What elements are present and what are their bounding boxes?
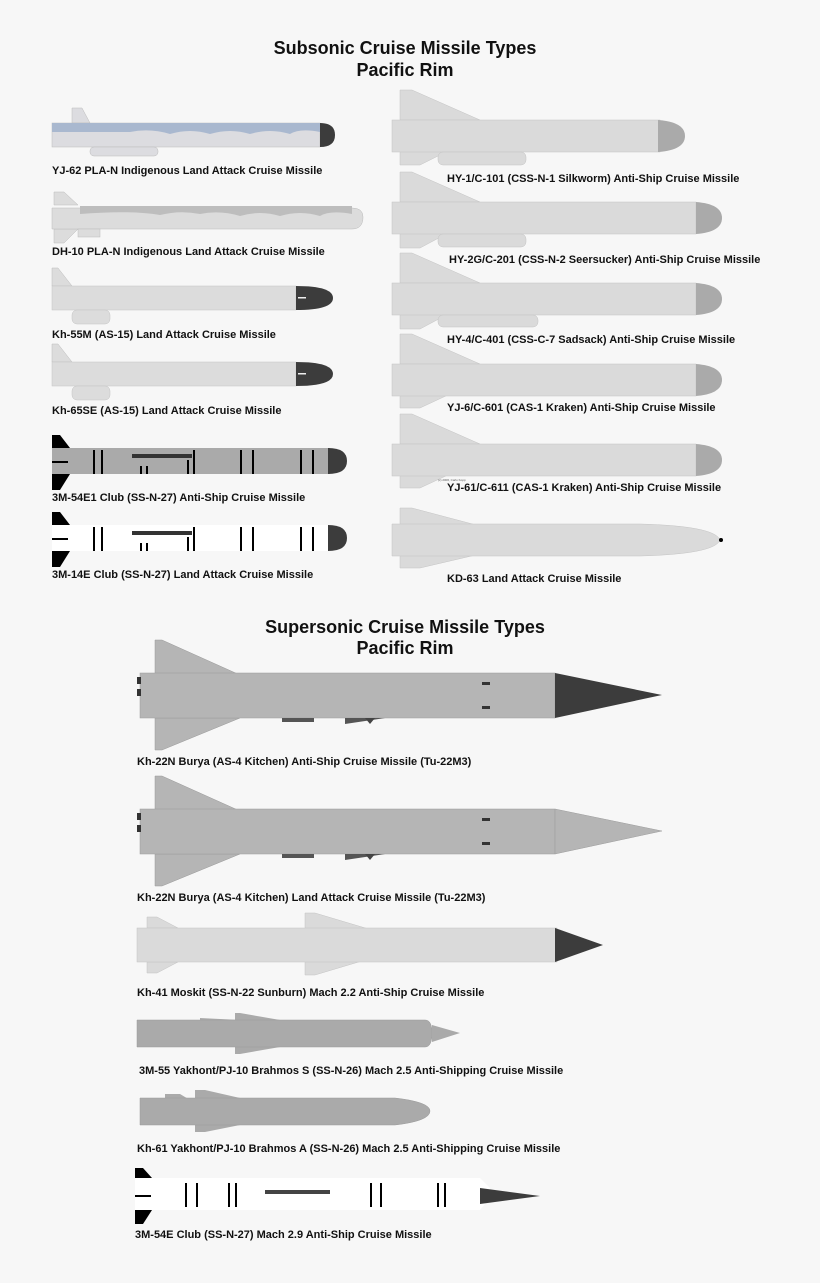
missile-3m-54e [135,1168,540,1224]
label-yj-6: YJ-6/C-601 (CAS-1 Kraken) Anti-Ship Cruise Missile [447,402,716,414]
label-dh-10: DH-10 PLA-N Indigenous Land Attack Cruise Missile [52,246,325,258]
label-hy-2g: HY-2G/C-201 (CSS-N-2 Seersucker) Anti-Ship Cruise Missile [449,254,761,266]
missile-3m-14e [52,512,347,567]
missile-kh-22n-land-attack [137,776,662,886]
missile-3m-54e1 [52,435,347,490]
credit-text: (c) 2006, Carlo Kopp [438,478,466,482]
supersonic-subtitle: Pacific Rim [356,638,454,658]
label-kh-55m: Kh-55M (AS-15) Land Attack Cruise Missile [52,329,276,341]
label-3m-55: 3M-55 Yakhont/PJ-10 Brahmos S (SS-N-26) Mach 2.5 Anti-Shipping Cruise Missile [139,1065,564,1077]
missile-dh-10 [52,192,363,243]
supersonic-title: Supersonic Cruise Missile Types [265,617,545,637]
label-3m-54e: 3M-54E Club (SS-N-27) Mach 2.9 Anti-Ship Cruise Missile [135,1229,432,1241]
missile-kh-65se [52,344,333,400]
subsonic-subtitle: Pacific Rim [356,60,454,80]
label-kh-65se: Kh-65SE (AS-15) Land Attack Cruise Missile [52,405,282,417]
missile-kh-41 [137,913,603,975]
label-yj-62: YJ-62 PLA-N Indigenous Land Attack Cruise Missile [52,165,323,177]
label-kh-41: Kh-41 Moskit (SS-N-22 Sunburn) Mach 2.2 Anti-Ship Cruise Missile [137,987,485,999]
label-kh-22n-land-attack: Kh-22N Burya (AS-4 Kitchen) Land Attack Cruise Missile (Tu-22M3) [137,892,486,904]
label-hy-4: HY-4/C-401 (CSS-C-7 Sadsack) Anti-Ship Cruise Missile [447,334,736,346]
label-3m-54e1: 3M-54E1 Club (SS-N-27) Anti-Ship Cruise Missile [52,492,306,504]
label-kh-22n-anti-ship: Kh-22N Burya (AS-4 Kitchen) Anti-Ship Cruise Missile (Tu-22M3) [137,756,472,768]
label-kd-63: KD-63 Land Attack Cruise Missile [447,573,622,585]
missile-hy-1 [392,90,685,165]
label-hy-1: HY-1/C-101 (CSS-N-1 Silkworm) Anti-Ship Cruise Missile [447,173,740,185]
missile-yj-61 [392,414,722,488]
missile-yj-62 [52,108,335,156]
subsonic-title: Subsonic Cruise Missile Types [273,38,537,58]
label-kh-61: Kh-61 Yakhont/PJ-10 Brahmos A (SS-N-26) Mach 2.5 Anti-Shipping Cruise Missile [137,1143,561,1155]
missile-kh-55m [52,268,333,324]
missile-3m-55 [137,1013,460,1054]
label-3m-14e: 3M-14E Club (SS-N-27) Land Attack Cruise Missile [52,569,314,581]
missile-kh-61 [140,1090,430,1132]
missile-kd-63 [392,508,723,568]
label-yj-61: YJ-61/C-611 (CAS-1 Kraken) Anti-Ship Cruise Missile [447,482,722,494]
